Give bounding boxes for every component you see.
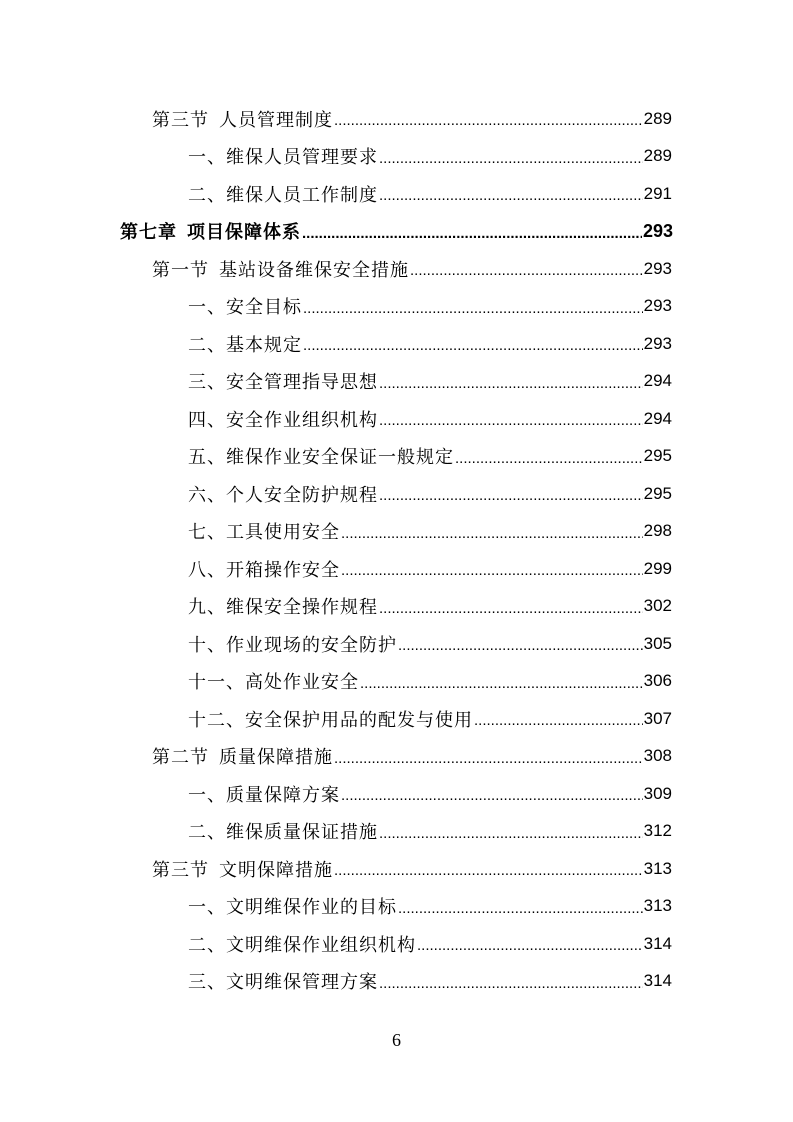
toc-entry[interactable]	[0, 100, 793, 138]
toc-entry[interactable]	[0, 138, 793, 176]
toc-entry-page: 307	[643, 708, 672, 728]
toc-entry-title: 七、工具使用安全	[188, 522, 340, 544]
toc-entry-page: 289	[643, 108, 672, 128]
toc-entry-title: 十一、高处作业安全	[188, 672, 359, 694]
toc-entry-title: 三、文明维保管理方案	[188, 972, 378, 994]
toc-entry[interactable]	[0, 700, 793, 738]
toc-entry-title: 第七章 项目保障体系	[120, 222, 301, 244]
toc-dot-leader	[379, 487, 643, 504]
toc-entry-title: 二、维保质量保证措施	[188, 822, 378, 844]
toc-dot-leader	[417, 937, 643, 954]
toc-entry[interactable]	[0, 738, 793, 776]
toc-entry-title: 二、维保人员工作制度	[188, 184, 378, 206]
toc-entry-page: 313	[643, 896, 672, 916]
toc-entry[interactable]	[0, 175, 793, 213]
toc-entry-page: 313	[643, 858, 672, 878]
toc-entry[interactable]	[0, 813, 793, 851]
toc-entry-page: 308	[643, 746, 672, 766]
toc-entry-title: 一、文明维保作业的目标	[188, 897, 397, 919]
toc-entry-title: 第三节 人员管理制度	[152, 109, 333, 131]
toc-entry-title: 第三节 文明保障措施	[152, 859, 333, 881]
toc-dot-leader	[379, 412, 643, 429]
toc-dot-leader	[379, 187, 643, 204]
toc-entry-page: 294	[643, 408, 672, 428]
toc-entry-page: 314	[643, 933, 672, 953]
toc-entry-page: 291	[643, 183, 672, 203]
toc-dot-leader	[341, 562, 643, 579]
toc-entry[interactable]	[0, 325, 793, 363]
toc-entry-page: 299	[643, 558, 672, 578]
toc-dot-leader	[474, 712, 643, 729]
toc-entry[interactable]	[0, 850, 793, 888]
toc-entry[interactable]	[0, 400, 793, 438]
table-of-contents	[0, 100, 793, 1000]
toc-entry-title: 五、维保作业安全保证一般规定	[188, 447, 454, 469]
toc-dot-leader	[334, 112, 643, 129]
toc-entry[interactable]	[0, 963, 793, 1001]
toc-dot-leader	[398, 900, 643, 917]
toc-dot-leader	[410, 262, 643, 279]
toc-chapter-entry[interactable]	[0, 213, 793, 251]
toc-entry[interactable]	[0, 663, 793, 701]
toc-entry-page: 293	[642, 220, 673, 241]
toc-entry-page: 306	[643, 671, 672, 691]
toc-entry[interactable]	[0, 925, 793, 963]
toc-entry-title: 二、基本规定	[188, 334, 302, 356]
toc-entry[interactable]	[0, 625, 793, 663]
toc-dot-leader	[302, 225, 642, 242]
toc-entry[interactable]	[0, 775, 793, 813]
toc-entry-page: 305	[643, 633, 672, 653]
toc-dot-leader	[379, 150, 643, 167]
toc-entry[interactable]	[0, 588, 793, 626]
toc-entry-page: 295	[643, 446, 672, 466]
toc-entry-title: 十二、安全保护用品的配发与使用	[188, 709, 473, 731]
page-number: 6	[392, 1030, 401, 1050]
toc-dot-leader	[303, 300, 643, 317]
toc-entry-title: 一、安全目标	[188, 297, 302, 319]
toc-dot-leader	[379, 975, 643, 992]
toc-entry-title: 三、安全管理指导思想	[188, 372, 378, 394]
toc-entry-page: 314	[643, 971, 672, 991]
toc-entry-page: 312	[643, 821, 672, 841]
toc-entry-title: 二、文明维保作业组织机构	[188, 934, 416, 956]
toc-entry-title: 四、安全作业组织机构	[188, 409, 378, 431]
toc-dot-leader	[379, 375, 643, 392]
toc-entry-page: 293	[643, 333, 672, 353]
toc-entry[interactable]	[0, 888, 793, 926]
toc-dot-leader	[398, 637, 643, 654]
toc-entry-title: 第一节 基站设备维保安全措施	[152, 259, 409, 281]
toc-entry-title: 第二节 质量保障措施	[152, 747, 333, 769]
toc-entry-page: 294	[643, 371, 672, 391]
toc-dot-leader	[379, 825, 643, 842]
toc-entry[interactable]	[0, 250, 793, 288]
toc-entry-page: 289	[643, 146, 672, 166]
toc-entry-title: 八、开箱操作安全	[188, 559, 340, 581]
toc-entry-page: 302	[643, 596, 672, 616]
toc-entry[interactable]	[0, 438, 793, 476]
toc-entry-title: 一、维保人员管理要求	[188, 147, 378, 169]
toc-entry[interactable]	[0, 288, 793, 326]
toc-entry[interactable]	[0, 363, 793, 401]
toc-dot-leader	[341, 525, 643, 542]
toc-entry-page: 309	[643, 783, 672, 803]
toc-entry[interactable]	[0, 550, 793, 588]
toc-entry-title: 六、个人安全防护规程	[188, 484, 378, 506]
toc-entry-title: 一、质量保障方案	[188, 784, 340, 806]
toc-entry[interactable]	[0, 475, 793, 513]
toc-entry-page: 298	[643, 521, 672, 541]
toc-dot-leader	[303, 337, 643, 354]
toc-dot-leader	[379, 600, 643, 617]
toc-entry-page: 293	[643, 296, 672, 316]
toc-dot-leader	[341, 787, 643, 804]
toc-entry-title: 九、维保安全操作规程	[188, 597, 378, 619]
toc-dot-leader	[455, 450, 643, 467]
toc-dot-leader	[334, 862, 643, 879]
toc-entry-title: 十、作业现场的安全防护	[188, 634, 397, 656]
toc-entry-page: 293	[643, 258, 672, 278]
toc-dot-leader	[334, 750, 643, 767]
toc-entry[interactable]	[0, 513, 793, 551]
toc-dot-leader	[360, 675, 643, 692]
toc-entry-page: 295	[643, 483, 672, 503]
